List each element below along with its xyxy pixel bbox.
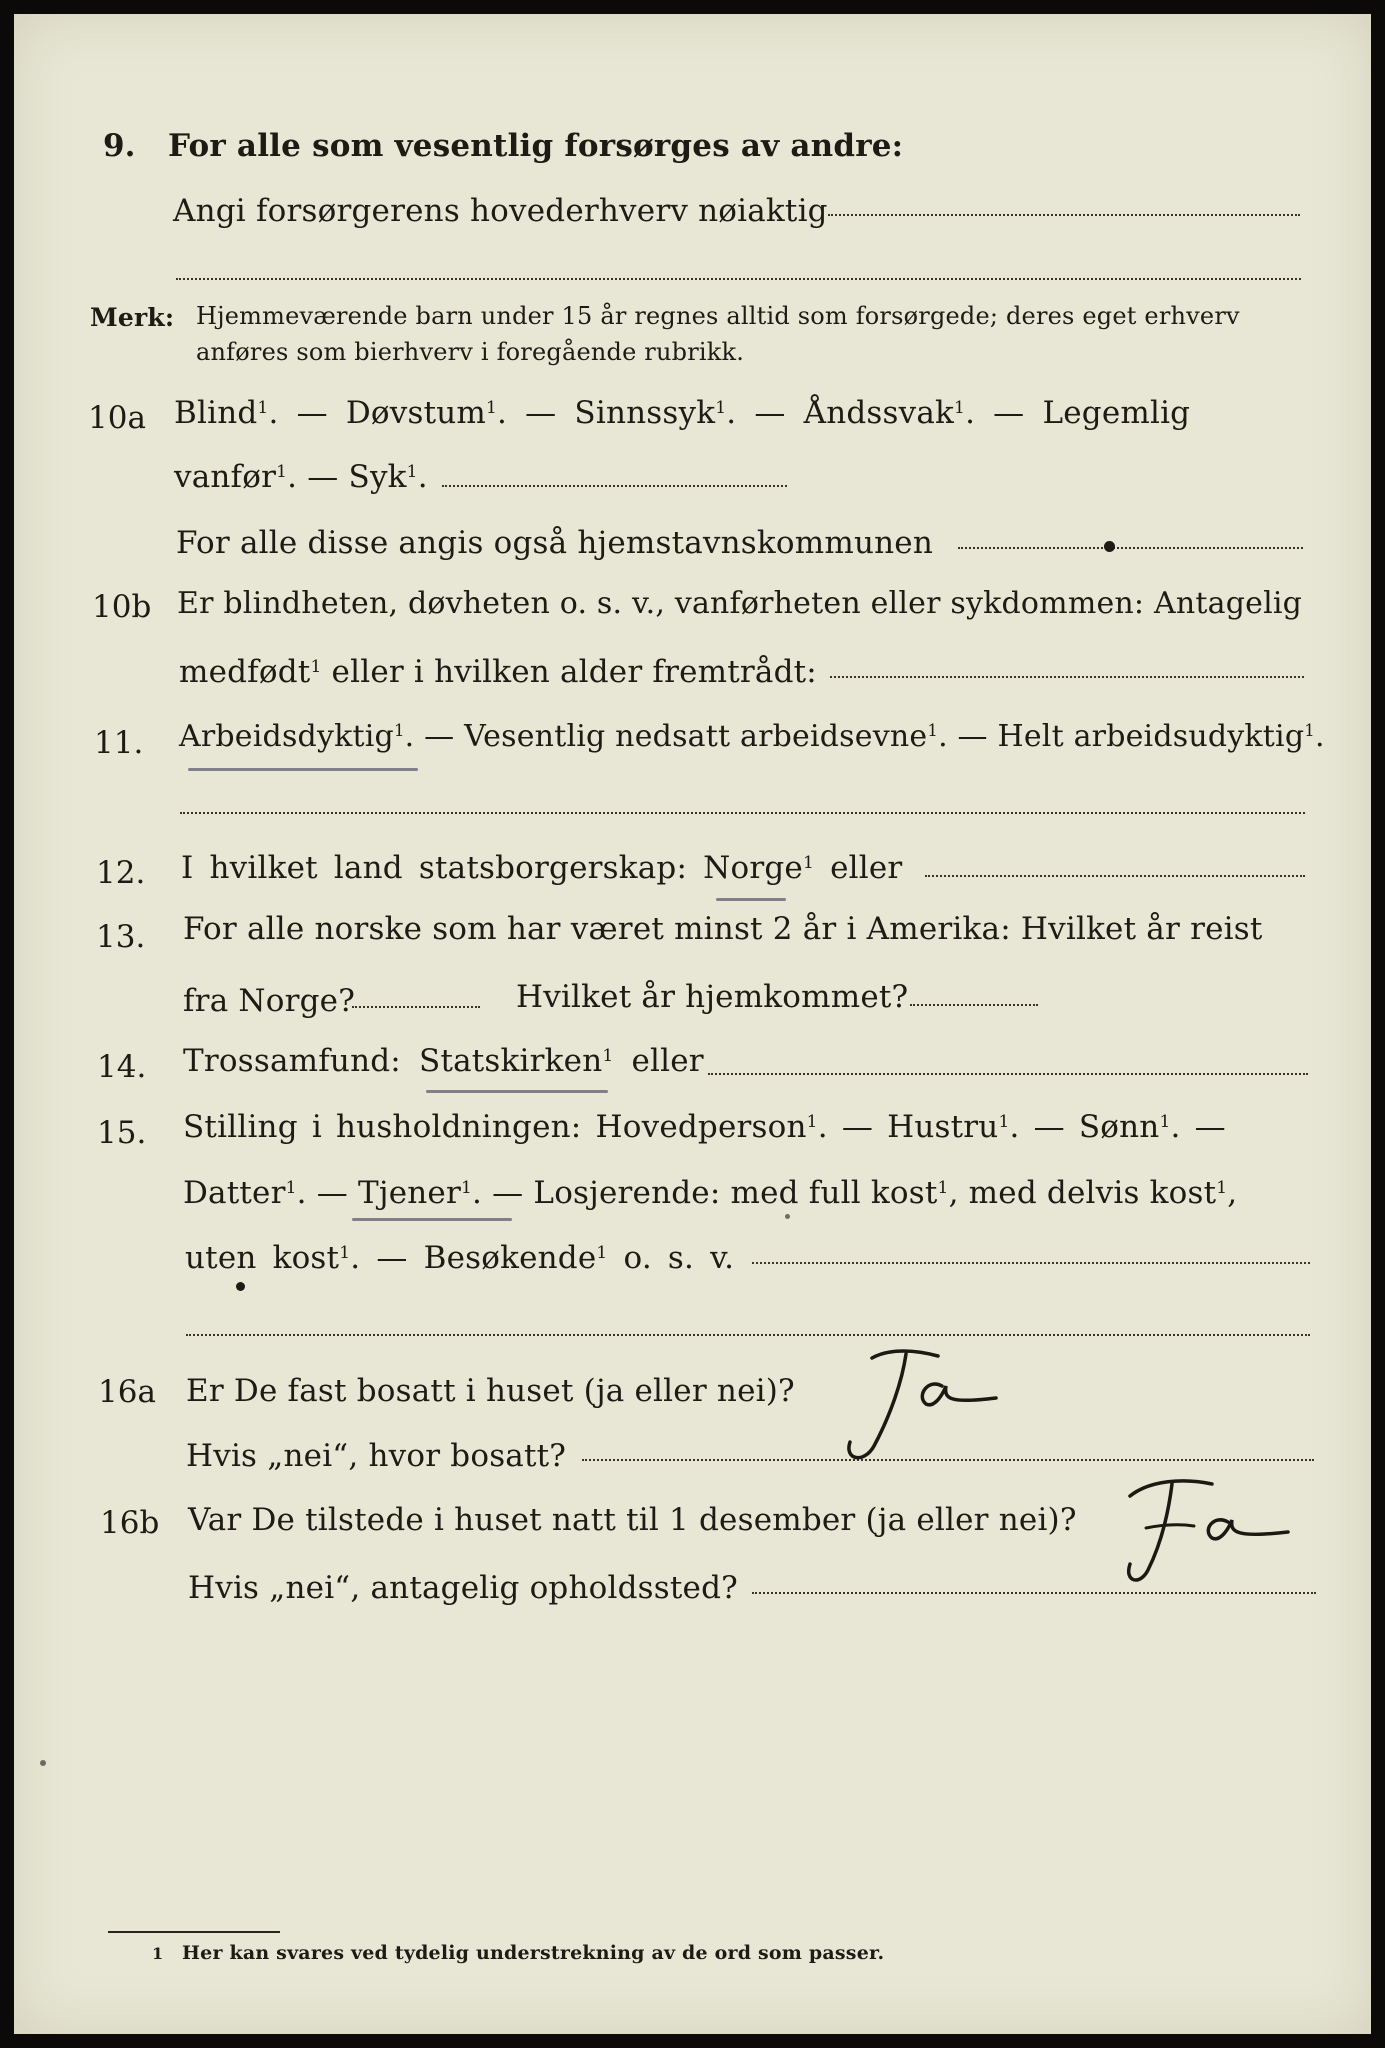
q10a-line2: vanfør$^1$. — Syk$^1$. [174, 459, 428, 495]
q9-line2: Angi forsørgerens hovederhverv nøiaktig [173, 193, 828, 229]
q10b-number: 10b [92, 589, 152, 625]
q9-answer-line-2[interactable] [176, 278, 1301, 280]
q16a-number: 16a [98, 1374, 156, 1410]
q15-pencil-underline [352, 1218, 512, 1221]
q10a-number: 10a [88, 400, 146, 436]
q16a-line1: Er De fast bosatt i huset (ja eller nei)? [186, 1373, 795, 1409]
merk-line2: anføres som bierhverv i foregående rubrikk. [196, 338, 745, 366]
footnote-mark: 1 [152, 1944, 164, 1963]
merk-label: Merk: [90, 303, 175, 332]
q14-pencil-underline [426, 1090, 608, 1093]
ink-speck [785, 1214, 790, 1219]
q16b-handwritten-answer [1110, 1466, 1310, 1596]
q16a-handwritten-answer [820, 1342, 1010, 1472]
q15-line2: Datter$^1$. — Tjener$^1$. — Losjerende: med full kost$^1$, med delvis kost$^1$, [183, 1175, 1238, 1211]
footnote-rule [108, 1931, 280, 1933]
ink-speck [40, 1760, 46, 1766]
q9-line1: For alle som vesentlig forsørges av andre: [168, 128, 904, 164]
q15-line3: uten kost$^1$. — Besøkende$^1$ o. s. v. [185, 1240, 735, 1276]
q12-pencil-underline [716, 898, 786, 901]
q16b-line2: Hvis „nei“, antagelig opholdssted? [188, 1570, 738, 1606]
q13-line1: For alle norske som har været minst 2 år i Amerika: Hvilket år reist [183, 911, 1263, 947]
ink-dot [236, 1282, 245, 1291]
q15-number: 15. [97, 1115, 147, 1151]
q15-answer-line-2[interactable] [186, 1334, 1310, 1336]
q9-number: 9. [103, 128, 136, 164]
q15-line1: Stilling i husholdningen: Hovedperson$^1$. — Hustru$^1$. — Sønn$^1$. — [183, 1109, 1226, 1145]
q13-number: 13. [96, 919, 146, 955]
q16b-number: 16b [100, 1505, 160, 1541]
q13-line2b: Hvilket år hjemkommet? [516, 979, 909, 1015]
q12-line1: I hvilket land statsborgerskap: Norge$^1$ eller [181, 850, 903, 886]
q10b-answer-line[interactable] [830, 676, 1304, 678]
q16b-line1: Var De tilstede i huset natt til 1 desember (ja eller nei)? [188, 1502, 1077, 1538]
q16a-line2: Hvis „nei“, hvor bosatt? [186, 1438, 567, 1474]
footnote-text: Her kan svares ved tydelig understrekning av de ord som passer. [182, 1942, 885, 1964]
q11-answer-line[interactable] [180, 812, 1305, 814]
q13-line2a: fra Norge? [183, 983, 356, 1019]
q10b-line2: medfødt$^1$ eller i hvilken alder fremtrådt: [179, 654, 817, 690]
q14-answer-line[interactable] [708, 1073, 1308, 1075]
q10b-line1: Er blindheten, døvheten o. s. v., vanførheten eller sykdommen: Antagelig [177, 586, 1303, 621]
q11-line1: Arbeidsdyktig$^1$. — Vesentlig nedsatt arbeidsevne$^1$. — Helt arbeidsudyktig$^1$. [179, 719, 1325, 754]
merk-line1: Hjemmeværende barn under 15 år regnes alltid som forsørgede; deres eget erhverv [196, 302, 1240, 330]
q10a-syk-line[interactable] [442, 485, 787, 487]
ink-dot [1104, 541, 1115, 552]
q11-pencil-underline [188, 768, 418, 771]
q10a-hjemstavn-line[interactable] [958, 547, 1303, 549]
q11-number: 11. [94, 725, 144, 761]
q10a-line3: For alle disse angis også hjemstavnskommunen [176, 525, 933, 561]
q12-number: 12. [96, 855, 146, 891]
q14-line1: Trossamfund: Statskirken$^1$ eller [183, 1043, 704, 1079]
q12-answer-line[interactable] [925, 875, 1305, 877]
q14-number: 14. [97, 1049, 147, 1085]
q10a-line1: Blind$^1$. — Døvstum$^1$. — Sinnssyk$^1$. — Åndssvak$^1$. — Legemlig [174, 395, 1191, 431]
q13-reist-line[interactable] [352, 1006, 480, 1008]
q15-answer-line[interactable] [752, 1262, 1310, 1264]
q9-answer-line[interactable] [828, 214, 1300, 216]
q13-hjemkommet-line[interactable] [910, 1004, 1038, 1006]
